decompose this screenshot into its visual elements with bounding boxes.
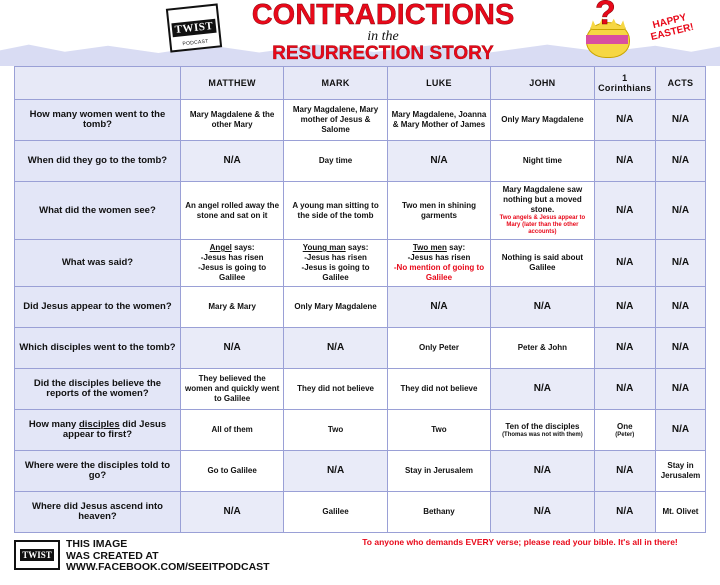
- column-header-john: JOHN: [491, 67, 594, 100]
- cell-mark: N/A: [284, 451, 387, 492]
- cell-corinthians-main: One: [617, 421, 633, 431]
- table-row: [15, 369, 706, 410]
- footer-credit-line-2: WAS CREATED AT: [66, 549, 159, 562]
- cell-mark: Galilee: [284, 492, 387, 533]
- cell-acts: N/A: [655, 410, 705, 451]
- cell-john: Nothing is said about Galilee: [491, 240, 594, 287]
- cell-corinthians: N/A: [594, 100, 655, 141]
- cell-luke: N/A: [387, 287, 490, 328]
- cell-matthew: N/A: [180, 328, 283, 369]
- twist-logo: [166, 3, 222, 52]
- cell-corinthians: N/A: [594, 240, 655, 287]
- cell-acts: N/A: [655, 141, 705, 182]
- cell-john-main: Mary Magdalene saw nothing but a moved stone.: [502, 185, 583, 214]
- table-row: [15, 182, 706, 240]
- page-footer: [0, 536, 720, 585]
- cell-mark: Day time: [284, 141, 387, 182]
- footer-credit-line-1: THIS IMAGE: [66, 538, 128, 550]
- cell-acts: N/A: [655, 240, 705, 287]
- cell-corinthians: N/A: [594, 141, 655, 182]
- column-header-acts: ACTS: [655, 67, 705, 100]
- cell-luke-says: say:: [449, 243, 466, 252]
- egg-band-shape: [586, 35, 628, 44]
- cell-corinthians-note: (Peter): [615, 431, 635, 438]
- row-question: What did the women see?: [15, 182, 181, 240]
- table-row: [15, 492, 706, 533]
- twist-logo-subtitle: PODCAST: [182, 38, 209, 48]
- page-title: [218, 0, 548, 65]
- row-question: Which disciples went to the tomb?: [15, 328, 181, 369]
- cell-luke: [387, 240, 490, 287]
- twist-logo-word: TWIST: [171, 19, 217, 38]
- row-question: Where were the disciples told to go?: [15, 451, 181, 492]
- cell-john: N/A: [491, 451, 594, 492]
- cell-matthew: They believed the women and quickly went to Galilee: [180, 369, 283, 410]
- cell-luke: N/A: [387, 141, 490, 182]
- cell-corinthians: N/A: [594, 369, 655, 410]
- cell-corinthians: N/A: [594, 182, 655, 240]
- cell-matthew: Mary Magdalene & the other Mary: [180, 100, 283, 141]
- table-row: [15, 287, 706, 328]
- row-question-pre: How many: [28, 419, 79, 430]
- cell-acts: N/A: [655, 182, 705, 240]
- row-question: Did the disciples believe the reports of the women?: [15, 369, 181, 410]
- cell-acts: N/A: [655, 328, 705, 369]
- cell-acts: N/A: [655, 287, 705, 328]
- comparison-table: [14, 66, 706, 533]
- cell-matthew-line-1: -Jesus has risen: [200, 253, 264, 262]
- column-header-mark: MARK: [284, 67, 387, 100]
- cell-matthew: An angel rolled away the stone and sat on it: [180, 182, 283, 240]
- cell-mark: Only Mary Magdalene: [284, 287, 387, 328]
- table-row: [15, 328, 706, 369]
- cell-john-note: (Thomas was not with them): [502, 431, 583, 438]
- cell-luke: Two men in shining garments: [387, 182, 490, 240]
- cell-matthew-line-2: -Jesus is going to Galilee: [198, 263, 267, 282]
- title-main: CONTRADICTIONS: [251, 0, 515, 31]
- cell-matthew: N/A: [180, 141, 283, 182]
- title-subtitle: RESURRECTION STORY: [272, 43, 494, 64]
- footer-credit: [66, 539, 270, 574]
- cell-matthew: Mary & Mary: [180, 287, 283, 328]
- table-row: [15, 410, 706, 451]
- cell-matthew-says: says:: [234, 243, 255, 252]
- cell-john: N/A: [491, 492, 594, 533]
- cell-john-note: Two angels & Jesus appear to Mary (later than the other accounts): [499, 215, 586, 235]
- cell-matthew: N/A: [180, 492, 283, 533]
- cell-corinthians: [594, 410, 655, 451]
- cell-corinthians: N/A: [594, 451, 655, 492]
- cell-luke-line-1: -Jesus has risen: [407, 253, 471, 262]
- cell-luke: Mary Magdalene, Joanna & Mary Mother of James: [387, 100, 490, 141]
- cell-mark: They did not believe: [284, 369, 387, 410]
- cell-mark-speaker: Young man: [302, 243, 346, 252]
- cell-matthew: [180, 240, 283, 287]
- column-header-luke: LUKE: [387, 67, 490, 100]
- cell-luke: Stay in Jerusalem: [387, 451, 490, 492]
- table-row: [15, 240, 706, 287]
- cell-corinthians: N/A: [594, 287, 655, 328]
- question-mark-icon: ?: [595, 0, 616, 32]
- table-row: [15, 141, 706, 182]
- cell-mark-line-1: -Jesus has risen: [304, 253, 367, 262]
- row-question: When did they go to the tomb?: [15, 141, 181, 182]
- cell-corinthians: N/A: [594, 328, 655, 369]
- footer-logo-word: TWIST: [22, 550, 52, 560]
- cell-mark-line-2: -Jesus is going to Galilee: [301, 263, 370, 282]
- row-question: Did Jesus appear to the women?: [15, 287, 181, 328]
- cell-luke-speaker: Two men: [412, 243, 447, 252]
- row-question: [15, 410, 181, 451]
- cell-corinthians: N/A: [594, 492, 655, 533]
- column-header-question: [15, 67, 181, 100]
- cell-acts: N/A: [655, 369, 705, 410]
- cell-luke: Bethany: [387, 492, 490, 533]
- cell-luke-note: -No mention of going to Galilee: [393, 263, 485, 282]
- cell-john-main: Ten of the disciples: [505, 421, 580, 431]
- cell-luke: They did not believe: [387, 369, 490, 410]
- title-connector: in the: [367, 29, 399, 44]
- cell-mark: [284, 240, 387, 287]
- cell-john: Only Mary Magdalene: [491, 100, 594, 141]
- column-header-matthew: MATTHEW: [180, 67, 283, 100]
- cell-john: Night time: [491, 141, 594, 182]
- column-header-corinthians: [594, 67, 655, 100]
- cell-matthew: All of them: [180, 410, 283, 451]
- cell-john: N/A: [491, 369, 594, 410]
- footer-twist-logo: [14, 540, 60, 570]
- cell-john: Peter & John: [491, 328, 594, 369]
- row-question: How many women went to the tomb?: [15, 100, 181, 141]
- footer-credit-url[interactable]: WWW.FACEBOOK.COM/SEEITPODCAST: [66, 561, 270, 573]
- cell-acts: N/A: [655, 100, 705, 141]
- cell-luke: Only Peter: [387, 328, 490, 369]
- cell-acts: Stay in Jerusalem: [655, 451, 705, 492]
- row-question-post: did Jesus appear to first?: [62, 419, 167, 440]
- cell-mark: Two: [284, 410, 387, 451]
- column-header-corinthians-text: 1 Corinthians: [598, 73, 652, 93]
- comparison-table-wrapper: [14, 66, 706, 533]
- cell-luke: Two: [387, 410, 490, 451]
- row-question: Where did Jesus ascend into heaven?: [15, 492, 181, 533]
- cell-mark: N/A: [284, 328, 387, 369]
- cell-john: [491, 182, 594, 240]
- table-row: [15, 451, 706, 492]
- cell-mark: A young man sitting to the side of the tomb: [284, 182, 387, 240]
- easter-egg-icon: [578, 2, 636, 58]
- cell-matthew-speaker: Angel: [209, 243, 232, 252]
- row-question: What was said?: [15, 240, 181, 287]
- cell-john: [491, 410, 594, 451]
- cell-matthew: Go to Galilee: [180, 451, 283, 492]
- happy-easter-label: HAPPY EASTER!: [649, 12, 695, 43]
- cell-mark-says: says:: [347, 243, 369, 252]
- row-question-underlined: disciples: [78, 419, 120, 430]
- cell-john: N/A: [491, 287, 594, 328]
- footer-note: To anyone who demands EVERY verse; please read your bible. It's all in there!: [362, 537, 678, 547]
- cell-acts: Mt. Olivet: [655, 492, 705, 533]
- cell-mark: Mary Magdalene, Mary mother of Jesus & Salome: [284, 100, 387, 141]
- table-row: [15, 100, 706, 141]
- page-header: [0, 0, 720, 62]
- table-header-row: [15, 67, 706, 100]
